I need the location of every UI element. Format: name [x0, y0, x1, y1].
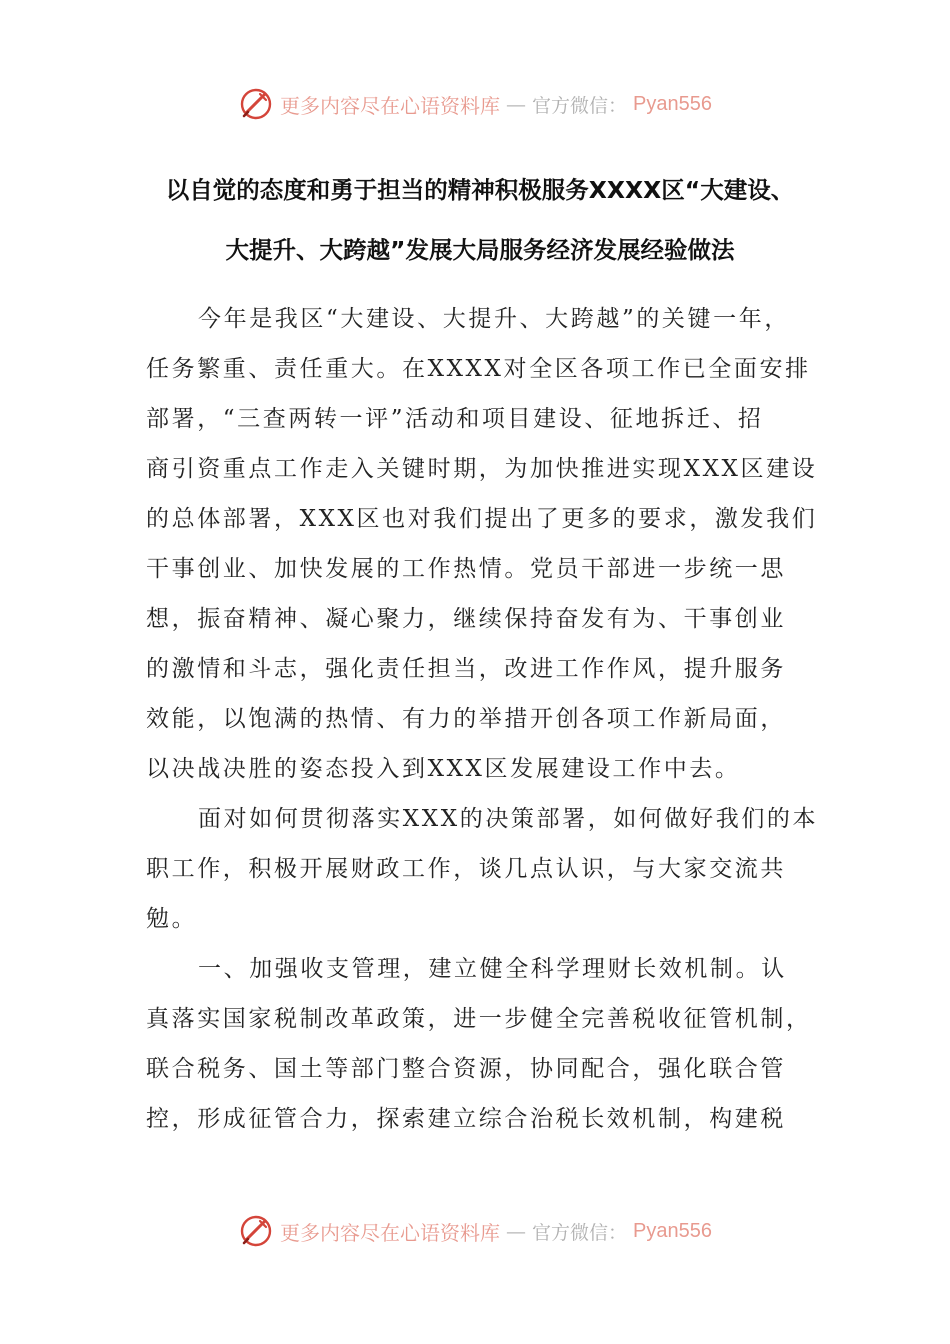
paragraph-1-line-1: 今年是我区“大建设、大提升、大跨越”的关键一年， [198, 306, 790, 332]
paragraph-2-line-1: 面对如何贯彻落实XXX的决策部署，如何做好我们的本 [198, 806, 819, 832]
paragraph-1-line-7: 想，振奋精神、凝心聚力，继续保持奋发有为、干事创业 [146, 606, 786, 632]
document-body [146, 294, 819, 1144]
paragraph-1-line-3: 部署，“三查两转一评”活动和项目建设、征地拆迁、招 [146, 406, 764, 432]
watermark-brand: 更多内容尽在心语资料库 [280, 1220, 500, 1245]
paragraph-3-line-4: 控，形成征管合力，探索建立综合治税长效机制，构建税 [146, 1106, 786, 1132]
pen-circle-logo-icon [238, 1213, 274, 1249]
paragraph-1-line-4: 商引资重点工作走入关键时期，为加快推进实现XXX区建设 [146, 456, 818, 482]
paragraph-2-line-3: 勉。 [146, 906, 198, 932]
paragraph-1-line-2: 任务繁重、责任重大。在XXXX对全区各项工作已全面安排 [146, 356, 811, 382]
paragraph-2-line-2: 职工作，积极开展财政工作，谈几点认识，与大家交流共 [146, 856, 786, 882]
title-line-1: 以自觉的态度和勇于担当的精神积极服务XXXX区“大建设、 [165, 176, 795, 204]
paragraph-1-line-9: 效能，以饱满的热情、有力的举措开创各项工作新局面， [146, 706, 786, 732]
watermark-separator: — [506, 92, 526, 116]
watermark-footer [0, 1211, 950, 1251]
watermark-official-label: 官方微信： [532, 94, 628, 117]
paragraph-3-line-1: 一、加强收支管理，建立健全科学理财长效机制。认 [198, 956, 787, 982]
watermark-header [0, 84, 950, 124]
watermark-wechat-id: Pyan556 [633, 1219, 712, 1242]
document-title [140, 160, 820, 280]
watermark-wechat-id: Pyan556 [633, 92, 712, 115]
pen-circle-logo-icon [238, 86, 274, 122]
paragraph-3-line-2: 真落实国家税制改革政策，进一步健全完善税收征管机制， [146, 1006, 812, 1032]
watermark-separator: — [506, 1219, 526, 1243]
watermark-brand: 更多内容尽在心语资料库 [280, 93, 500, 118]
paragraph-1-line-5: 的总体部署，XXX区也对我们提出了更多的要求，激发我们 [146, 506, 818, 532]
watermark-official-label: 官方微信： [532, 1221, 628, 1244]
paragraph-3-line-3: 联合税务、国土等部门整合资源，协同配合，强化联合管 [146, 1056, 786, 1082]
paragraph-1-line-6: 干事创业、加快发展的工作热情。党员干部进一步统一思 [146, 556, 786, 582]
paragraph-1-line-8: 的激情和斗志，强化责任担当，改进工作作风，提升服务 [146, 656, 786, 682]
paragraph-1-line-10: 以决战决胜的姿态投入到XXX区发展建设工作中去。 [146, 756, 741, 782]
title-line-2: 大提升、大跨越”发展大局服务经济发展经验做法 [225, 236, 735, 264]
